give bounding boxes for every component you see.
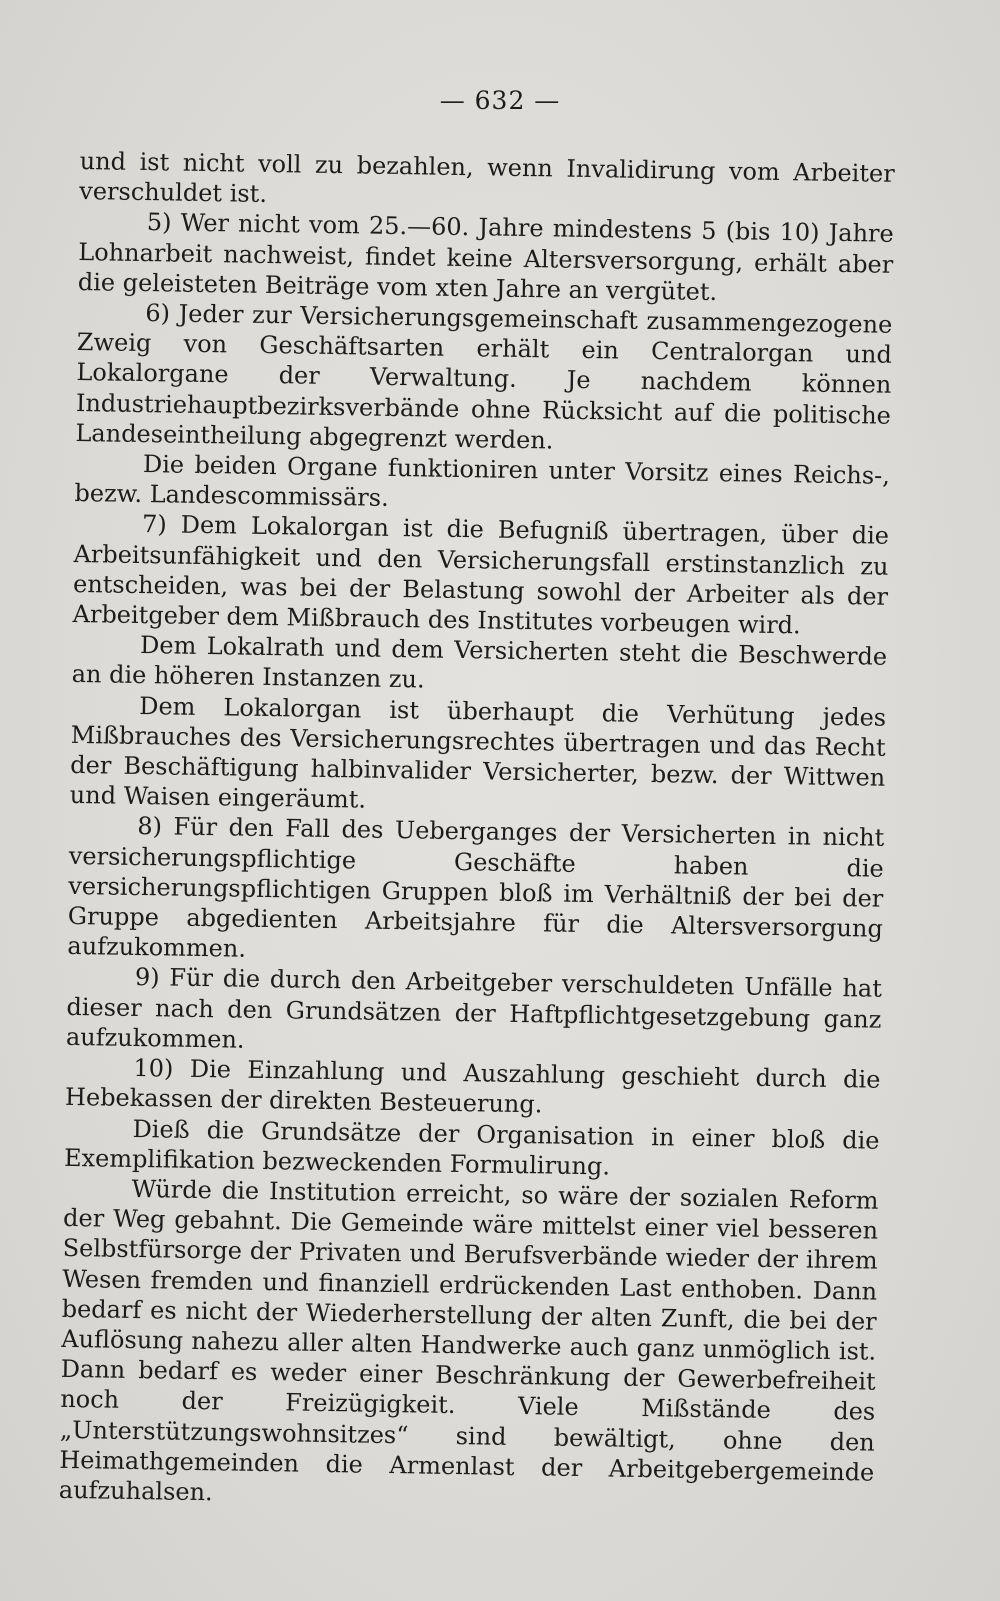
paragraph: und ist nicht voll zu bezahlen, wenn Invalidirung vom Arbeiter verschuldet ist. xyxy=(79,146,895,209)
paragraph: 7) Dem Lokalorgan ist die Befugniß übertragen, über die Arbeitsunfähigkeit und den Versicherungsfall erstinstanzlich zu entscheiden, was bei der Belastung sowohl der Arbeiter als der Arbeitgeber dem Mißbrauch des Institutes vorbeugen wird. xyxy=(72,510,890,640)
paragraph: 8) Für den Fall des Ueberganges der Versicherten in nicht versicherungspflichtige Geschäfte haben die versicherungspflichtigen Gruppen bloß im Verhältniß der bei der Gruppe abgedienten Arbeitsjahre für die Altersversorgung aufzukommen. xyxy=(67,812,885,963)
paragraph: Dieß die Grundsätze der Organisation in einer bloß die Exemplifikation bezweckenden Formulirung. xyxy=(63,1114,880,1181)
paragraph: 9) Für die durch den Arbeitgeber verschuldeten Unfälle hat dieser nach den Grundsätzen der Haftpflichtgesetzgebung ganz aufzukommen. xyxy=(65,963,883,1054)
page-number: — 632 — xyxy=(439,86,561,115)
paragraph: 6) Jeder zur Versicherungsgemeinschaft zusammengezogene Zweig von Geschäftsarten erhält ein Centralorgan und Lokalorgane der Verwaltung. Je nachdem können Industriehauptbezirksverbände ohne Rücksicht auf die politische Landeseintheilung abgegrenzt werden. xyxy=(75,299,893,455)
paragraph: Würde die Institution erreicht, so wäre der sozialen Reform der Weg gebahnt. Die Gemeinde wäre mittelst einer viel besseren Selbstfürsorge der Privaten und Berufsverbände wieder der ihrem Wesen fremden und finanziell erdrückenden Last enthoben. Dann bedarf es nicht der Wiederherstellung der alten Zunft, die bei der Auflösung nahezu aller alten Handwerke auch ganz unmöglich ist. Dann bedarf es weder einer Beschränkung der Gewerbefreiheit noch der Freizügigkeit. Viele Mißstände des „Unterstützungswohnsitzes“ sind bewältigt, ohne den Heimathgemeinden die Armenlast der Arbeitgebergemeinde aufzuhalsen. xyxy=(58,1174,879,1507)
paragraph: Dem Lokalorgan ist überhaupt die Verhütung jedes Mißbrauches des Versicherungsrechtes übertragen und das Recht der Beschäftigung halbinvalider Versicherter, bezw. der Wittwen und Waisen eingeräumt. xyxy=(69,691,887,814)
paragraph: 5) Wer nicht vom 25.—60. Jahre mindestens 5 (bis 10) Jahre Lohnarbeit nachweist, findet keine Altersversorgung, erhält aber die geleisteten Beiträge vom xten Jahre an vergütet. xyxy=(77,208,894,306)
paragraph: Dem Lokalrath und dem Versicherten steht die Beschwerde an die höheren Instanzen zu. xyxy=(71,631,888,694)
body-text xyxy=(59,146,895,1518)
paragraph: 10) Die Einzahlung und Auszahlung geschieht durch die Hebekassen der direkten Besteuerung. xyxy=(64,1054,881,1119)
paragraph: Die beiden Organe funktioniren unter Vorsitz eines Reichs-, bezw. Landescommissärs. xyxy=(74,450,891,513)
